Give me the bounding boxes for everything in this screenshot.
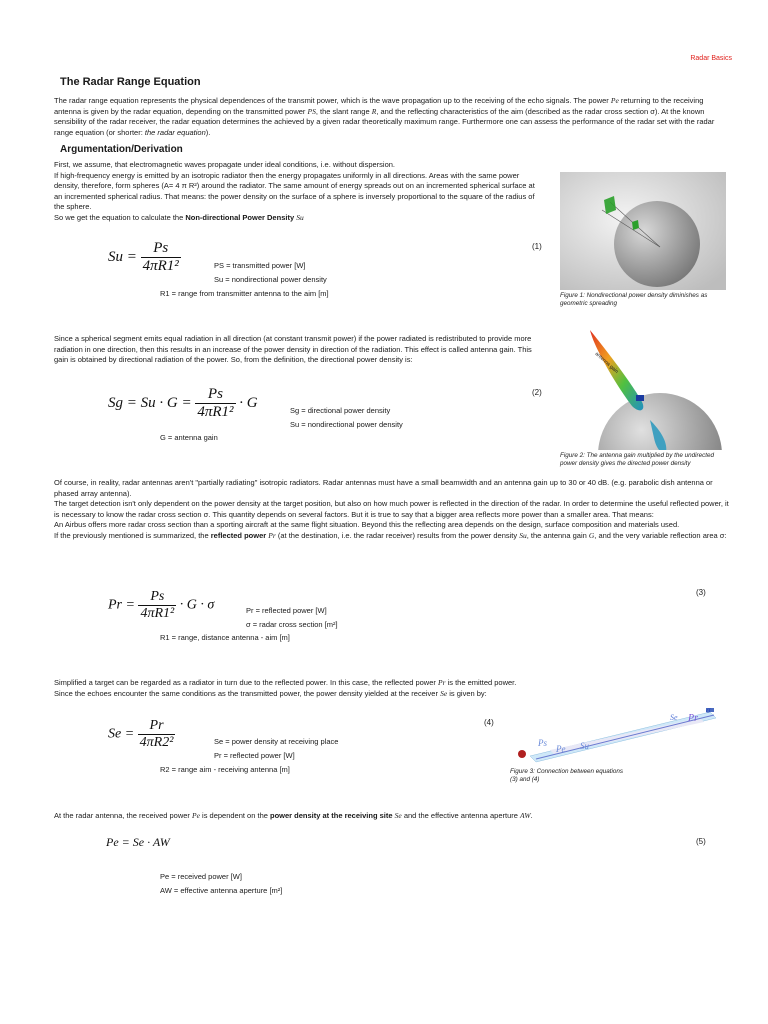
figure-2-caption: Figure 2: The antenna gain multiplied by the undirected power density gives the directed power density bbox=[560, 452, 715, 467]
equation-5: Pe = Se · AW bbox=[106, 835, 170, 849]
equation-3: Pr = $\frac{Ps}{\text{4πR1²}}$ · G · σ bbox=[108, 589, 215, 621]
equation-1-legend-range: R1 = range from transmitter antenna to the aim [m] bbox=[160, 289, 329, 298]
equation-3-legend: Pr = reflected power [W] σ = radar cross section [m²] bbox=[246, 606, 338, 629]
equation-number-4: (4) bbox=[484, 718, 494, 727]
derivation-block-1: First, we assume, that electromagnetic waves propagate under ideal conditions, i.e. without dispersion. If high-frequency energy is emitted by an isotropic radiator then the energy propagates uniformly in all directions. Areas with the same power density, therefore, form spheres (A= 4 π R²) around the radiator. The same amount of energy spreads out on an incremented spherical surface at an incremented spherical radius. That means: the power density on the surface of a sphere is inversely proportional to the square of the radius of the sphere. So we get the equation to calculate the Non-directional Power Density Su bbox=[54, 160, 535, 222]
equation-2: Sg = Su · G = $\frac{Ps}{\text{4πR1²}}$ · G bbox=[108, 386, 258, 420]
figure-2-label: antenna gain bbox=[593, 351, 620, 375]
equation-number-1: (1) bbox=[532, 242, 542, 251]
derivation-block-4: Simplified a target can be regarded as a radiator in turn due to the reflected power. In this case, the reflected power Pr is the emitted power. Since the echoes encounter the same conditions as the transmitted power, the power density yielded at the receiver Se is given by: bbox=[54, 678, 517, 698]
equation-1: Su = $\frac{Ps}{\text{4πR1²}}$ bbox=[108, 240, 179, 274]
figure-3-label-pr: Pr bbox=[688, 713, 698, 724]
equation-2-legend: Sg = directional power density Su = nondirectional power density bbox=[290, 406, 403, 429]
figure-3-label-pe: Pe bbox=[556, 744, 566, 754]
intro-paragraph: The radar range equation represents the physical dependences of the transmit power, which is the wave propagation up to the receiving of the echo signals. The power Pe returning to the receiving antenna is given by the radar equation, depending on the transmitted power PS, the slant range R, and the reflecting characteristics of the aim (described as the radar cross section σ). At the known sensibility of the radar receiver, the radar equation determines the achieved by a given radar theoretically maximum range. Furthermore one can assess the performance of the radar set with the radar range equation (or shorter: the radar equation). bbox=[54, 96, 715, 137]
equation-2-legend-gain: G = antenna gain bbox=[160, 433, 218, 442]
section-title-derivation: Argumentation/Derivation bbox=[60, 144, 183, 155]
equation-4-legend-range: R2 = range aim - receiving antenna [m] bbox=[160, 765, 290, 774]
equation-4-legend: Se = power density at receiving place Pr = reflected power [W] bbox=[214, 737, 339, 760]
equation-1-legend: PS = transmitted power [W] Su = nondirectional power density bbox=[214, 261, 327, 284]
figure-2-antenna-gain bbox=[560, 330, 726, 450]
page-title: The Radar Range Equation bbox=[60, 76, 201, 88]
figure-1-caption: Figure 1: Nondirectional power density diminishes as geometric spreading bbox=[560, 292, 708, 307]
equation-number-3: (3) bbox=[696, 588, 706, 597]
equation-5-legend: Pe = received power [W] AW = effective antenna aperture [m²] bbox=[160, 872, 283, 895]
figure-3-label-ps: Ps bbox=[538, 738, 547, 748]
figure-3-label-sigma: σ bbox=[706, 705, 711, 715]
derivation-block-2: Since a spherical segment emits equal radiation in all direction (at constant transmit power) if the power radiated is redistributed to provide more radiation in one direction, then this results in an increase of the power density in direction of the radiation. This effect is called antenna gain. This gain is obtained by directional radiation of the power. So, from the definition, the directional power density is: bbox=[54, 334, 532, 365]
section-link-radar-basics[interactable]: Radar Basics bbox=[690, 55, 732, 62]
figure-3-label-se: Se bbox=[670, 713, 678, 722]
equation-number-2: (2) bbox=[532, 388, 542, 397]
derivation-block-3: Of course, in reality, radar antennas aren't "partially radiating" isotropic radiators. Radar antennas must have a small beamwidth and an antenna gain up to 30 or 40 dB. (e.g. parabolic dish antenna or phased array antenna). The target detection isn't only dependent on the power density at the target position, but also on how much power is reflected in the direction of the radar. In order to determine the useful reflected power, it is necessary to know the radar cross section σ. This quantity depends on several factors. But it is true to say that a bigger area reflects more power than a smaller area. That means: An Airbus offers more radar cross section than a sporting aircraft at the same flight situation. Beyond this the reflecting area depends on the design, surface composition and materials used. If the previously mentioned is summarized, the reflected power Pr (at the destination, i.e. the radar receiver) results from the power density Su, the antenna gain G, and the very variable reflection area σ: bbox=[54, 478, 729, 540]
equation-4: Se = $\frac{Pr}{\text{4πR2²}}$ bbox=[108, 718, 174, 750]
figure-3-label-su: Su bbox=[580, 741, 589, 751]
equation-number-5: (5) bbox=[696, 837, 706, 846]
equation-3-legend-range: R1 = range, distance antenna - aim [m] bbox=[160, 633, 290, 642]
figure-3-caption: Figure 3: Connection between equations (3) and (4) bbox=[510, 768, 624, 783]
derivation-block-5: At the radar antenna, the received power Pe is dependent on the power density at the receiving site Se and the effective antenna aperture AW. bbox=[54, 811, 533, 820]
figure-1-sphere bbox=[560, 172, 726, 290]
